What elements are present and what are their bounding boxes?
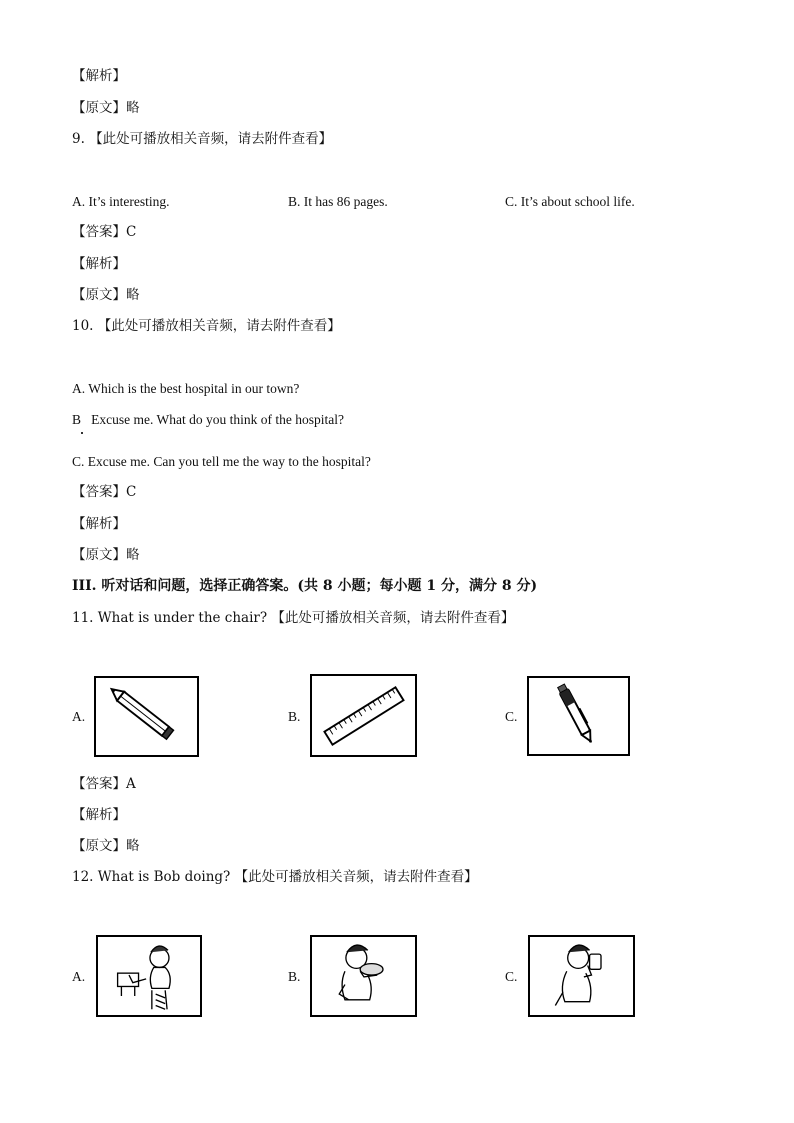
question-12-prompt: 12. What is Bob doing? 【此处可播放相关音频，请去附件查看】 — [72, 869, 478, 885]
q11-original-text: 【原文】略 — [72, 838, 140, 854]
q11-answer: 【答案】A — [72, 776, 136, 792]
q12-option-b-label: B. — [288, 969, 301, 984]
q11-option-b-label: B. — [288, 709, 301, 724]
section-3-heading: III. 听对话和问题，选择正确答案。(共 8 小题；每小题 1 分，满分 8 分) — [72, 578, 538, 594]
boy-eating-picture — [310, 935, 417, 1017]
pen-picture — [527, 676, 630, 756]
boy-sewing-picture — [96, 935, 202, 1017]
question-10-prompt: 10. 【此处可播放相关音频，请去附件查看】 — [72, 318, 341, 334]
analysis-label: 【解析】 — [72, 68, 126, 84]
boy-drinking-picture — [528, 935, 635, 1017]
q11-option-a-label: A. — [72, 709, 86, 724]
q12-option-c-label: C. — [505, 969, 518, 984]
q9-answer: 【答案】C — [72, 224, 137, 240]
q10-analysis: 【解析】 — [72, 516, 126, 532]
pencil-picture — [94, 676, 199, 757]
q12-option-a-label: A. — [72, 969, 86, 984]
q9-option-c: C. It’s about school life. — [505, 194, 635, 209]
q11-option-c-label: C. — [505, 709, 518, 724]
q9-option-a: A. It’s interesting. — [72, 194, 170, 209]
q11-analysis: 【解析】 — [72, 807, 126, 823]
q10-answer: 【答案】C — [72, 484, 137, 500]
q10-option-a: A. Which is the best hospital in our town? — [72, 381, 300, 396]
ruler-picture — [310, 674, 417, 757]
q10-original-text: 【原文】略 — [72, 547, 140, 563]
q9-analysis: 【解析】 — [72, 256, 126, 272]
q9-original-text: 【原文】略 — [72, 287, 140, 303]
question-11-prompt: 11. What is under the chair? 【此处可播放相关音频，请去附件查看】 — [72, 610, 515, 626]
stray-dot — [81, 432, 83, 434]
q9-option-b: B. It has 86 pages. — [288, 194, 388, 209]
q10-option-b: B Excuse me. What do you think of the hospital? — [72, 412, 344, 427]
original-text-label: 【原文】略 — [72, 100, 140, 116]
question-9-prompt: 9. 【此处可播放相关音频，请去附件查看】 — [72, 131, 333, 147]
q10-option-c: C. Excuse me. Can you tell me the way to the hospital? — [72, 454, 371, 469]
